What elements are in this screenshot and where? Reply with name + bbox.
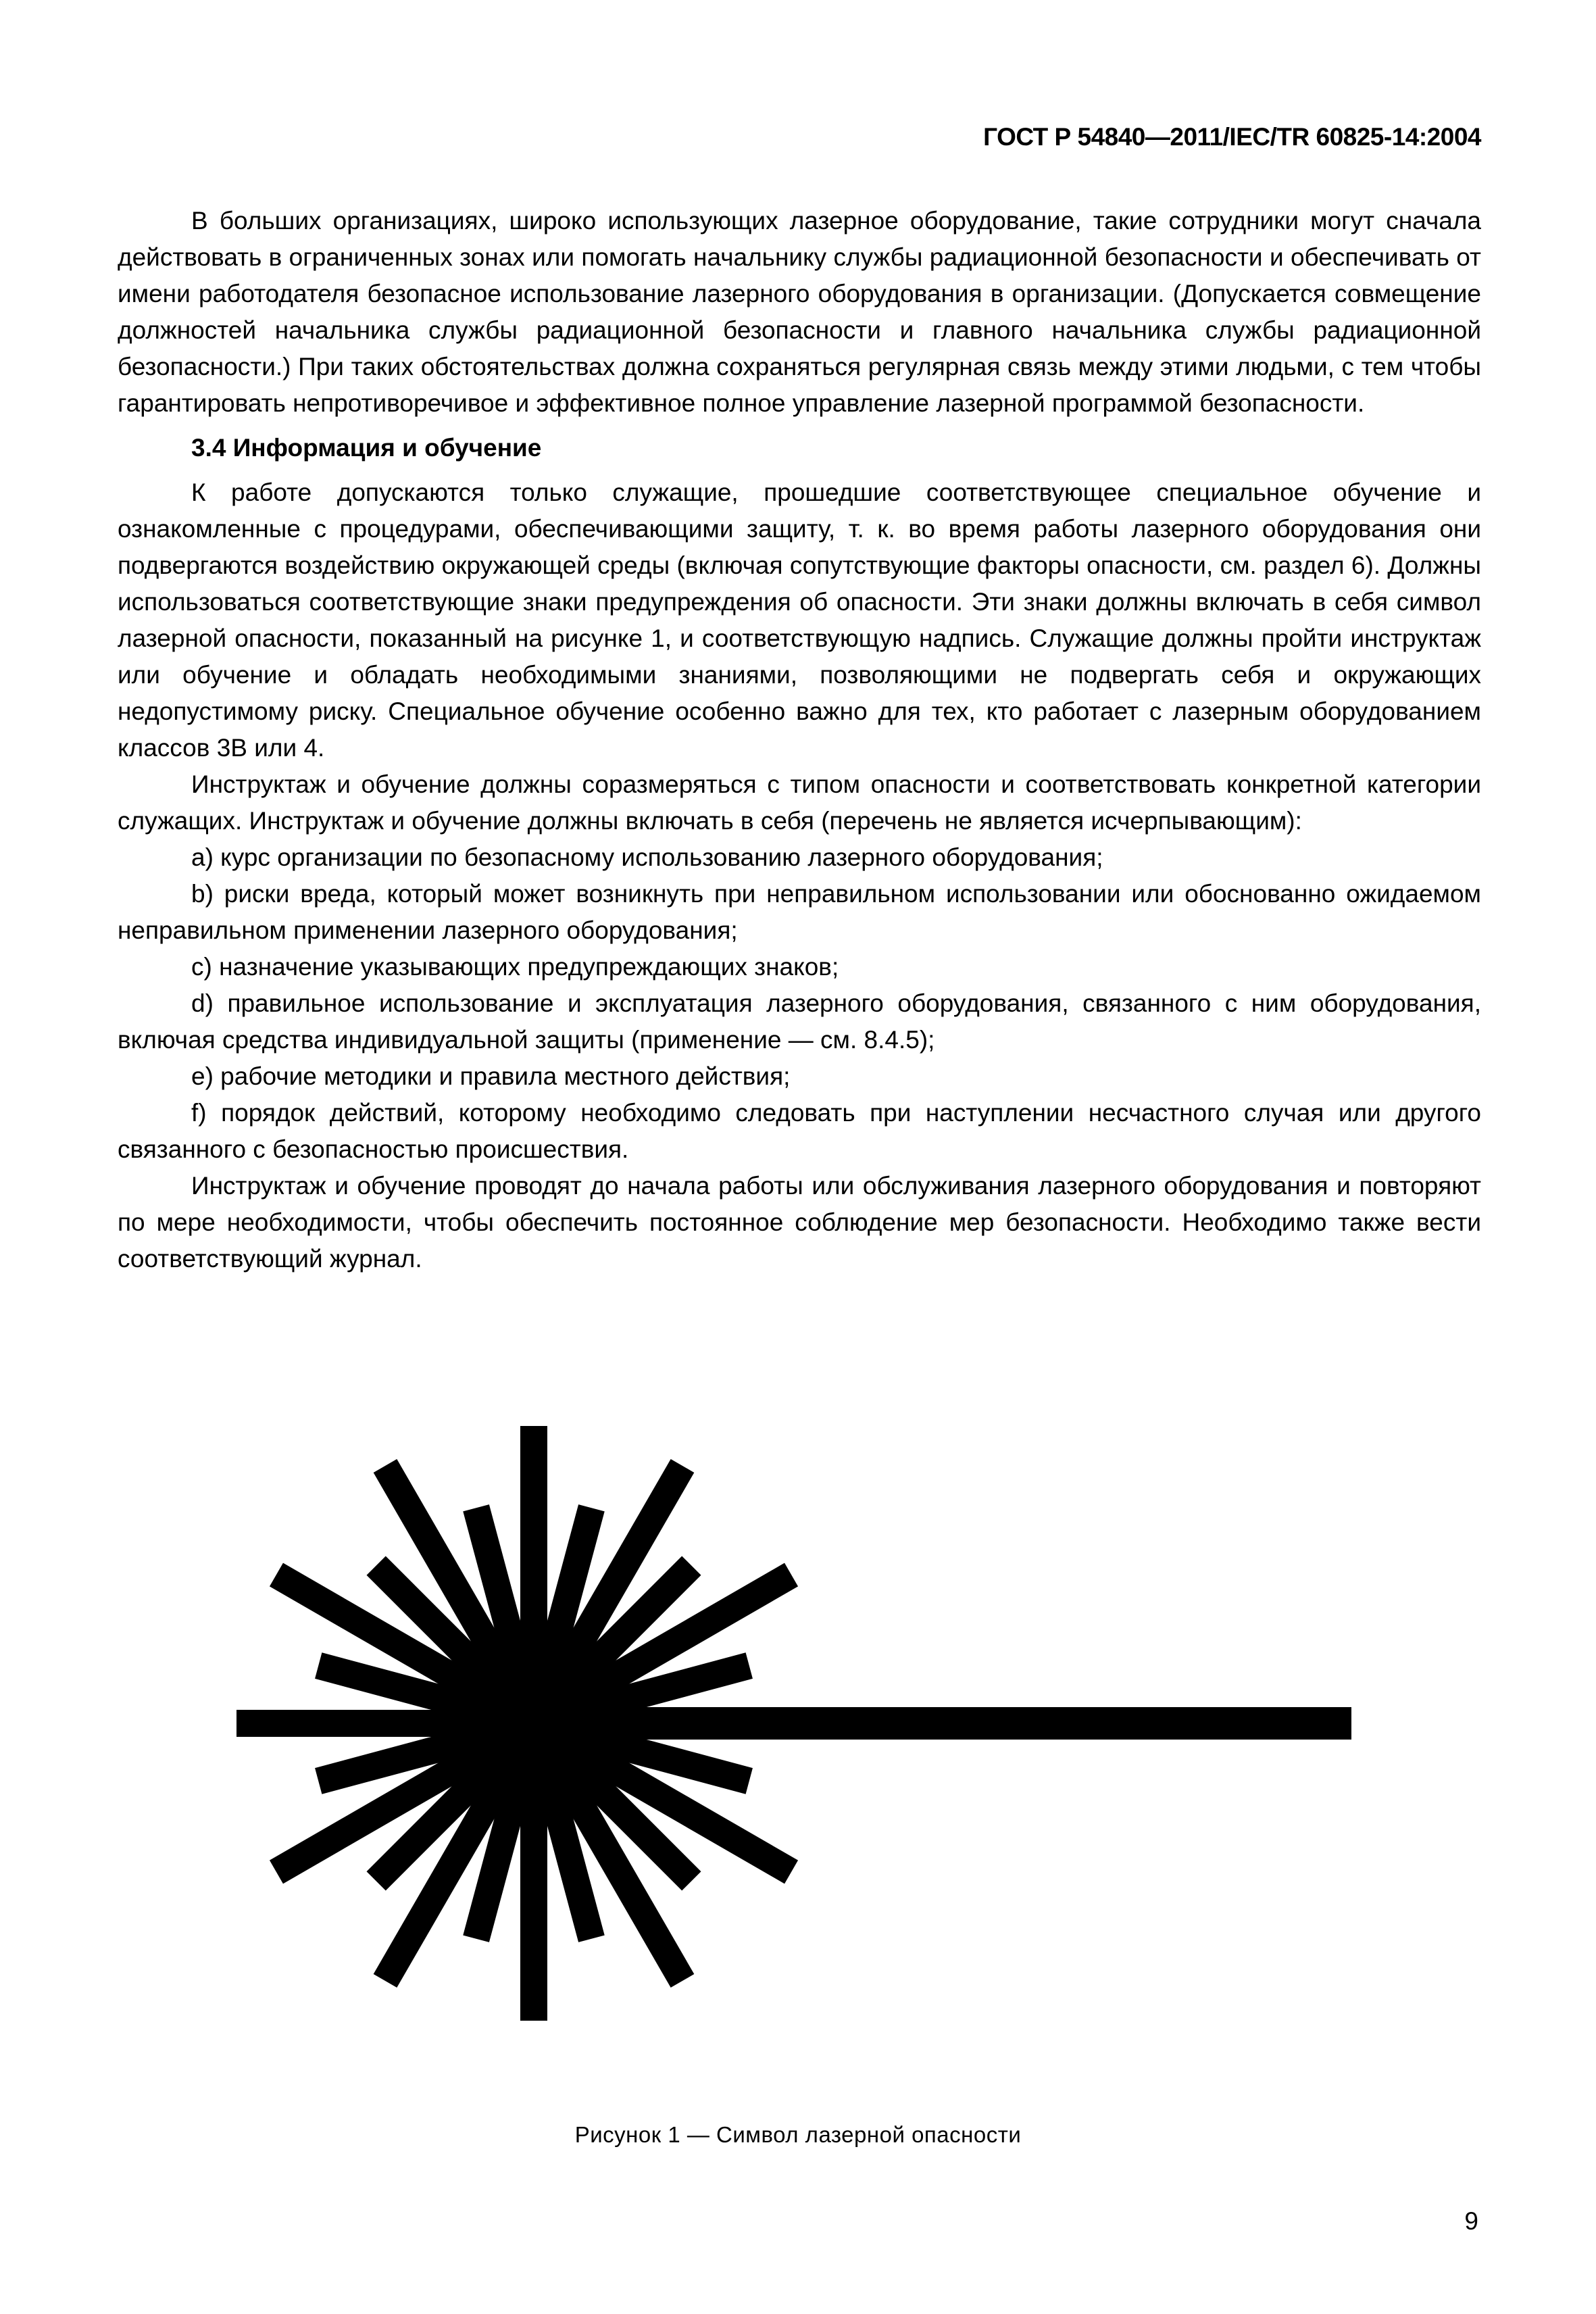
list-item: a) курс организации по безопасному использованию лазерного оборудования; (191, 843, 1103, 871)
page-number: 9 (1464, 2207, 1478, 2235)
list-item: d) правильное использование и эксплуатация лазерного оборудования, связанного с ним оборудования, включая средства индивидуальной защиты (применение — см. 8.4.5); (118, 989, 1481, 1054)
list-item: e) рабочие методики и правила местного действия; (191, 1062, 791, 1090)
list-item: f) порядок действий, которому необходимо следовать при наступлении несчастного случая или другого связанного с безопасностью происшествия. (118, 1099, 1481, 1163)
list-item: b) риски вреда, который может возникнуть при неправильном использовании или обоснованно ожидаемом неправильном применении лазерного оборудования; (118, 880, 1481, 944)
figure-caption: Рисунок 1 — Символ лазерной опасности (574, 2122, 1022, 2147)
figure-1 (230, 1399, 1365, 2061)
laser-beam (534, 1707, 1351, 1740)
paragraph: В больших организациях, широко использующих лазерное оборудование, такие сотрудники могут сначала действовать в ограниченных зонах или помогать начальнику службы радиационной безопасности и обеспечивать от имени работодателя безопасное использование лазерного оборудования в организации. (Допускается совмещение должностей начальника службы радиационной безопасности и главного начальника службы радиационной безопасности.) При таких обстоятельствах должна сохраняться регулярная связь между этими людьми, с тем чтобы гарантировать непротиворечивое и эффективное полное управление лазерной программой безопасности. (118, 207, 1481, 417)
laser-hazard-symbol-icon (230, 1399, 1365, 2061)
paragraph: Инструктаж и обучение проводят до начала работы или обслуживания лазерного оборудования и повторяют по мере необходимости, чтобы обеспечить постоянное соблюдение мер безопасности. Необходимо также вести соответствующий журнал. (118, 1172, 1481, 1273)
section-heading: 3.4 Информация и обучение (191, 434, 542, 462)
paragraph: Инструктаж и обучение должны соразмеряться с типом опасности и соответствовать конкретной категории служащих. Инструктаж и обучение должны включать в себя (перечень не является исчерпывающим): (118, 770, 1481, 835)
paragraph: К работе допускаются только служащие, прошедшие соответствующее специальное обучение и ознакомленные с процедурами, обеспечивающими защиту, т. к. во время работы лазерного оборудования они подвергаются воздействию окружающей среды (включая сопутствующие факторы опасности, см. раздел 6). Должны использоваться соответствующие знаки предупреждения об опасности. Эти знаки должны включать в себя символ лазерной опасности, показанный на рисунке 1, и соответствующую надпись. Служащие должны пройти инструктаж или обучение и обладать необходимыми знаниями, позволяющими не подвергать себя и окружающих недопустимому риску. Специальное обучение особенно важно для тех, кто работает с лазерным оборудованием классов 3В или 4. (118, 478, 1481, 762)
document-body (118, 203, 1481, 1277)
list-item: c) назначение указывающих предупреждающих знаков; (191, 953, 839, 981)
laser-core (432, 1622, 635, 1825)
document-header: ГОСТ Р 54840—2011/IEC/TR 60825-14:2004 (983, 123, 1481, 151)
